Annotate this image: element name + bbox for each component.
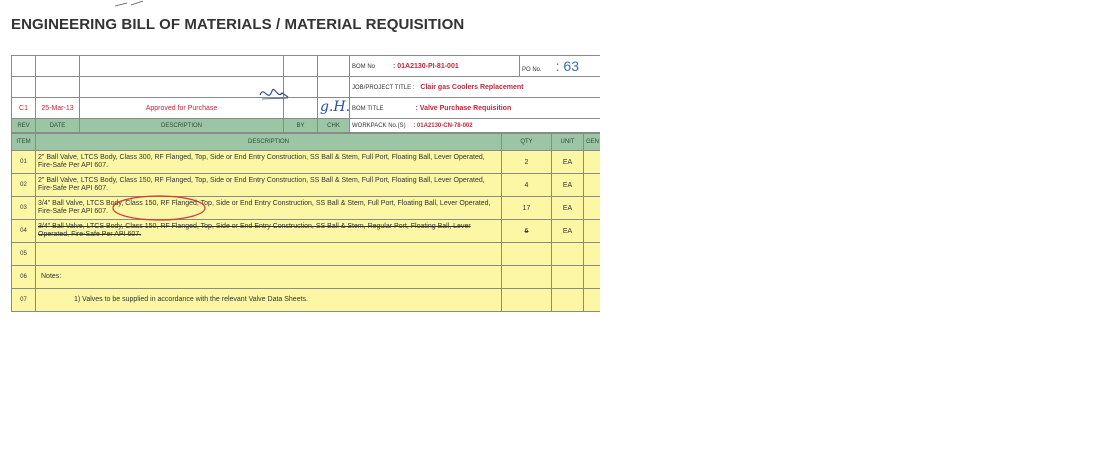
job-title-label: JOB/PROJECT TITLE : xyxy=(352,84,415,91)
item-unit: EA xyxy=(552,174,584,197)
rev-value: C1 xyxy=(12,98,36,119)
notes-heading: Notes: xyxy=(36,266,502,289)
gen-col-header: GEN xyxy=(584,134,601,151)
item-unit xyxy=(552,243,584,266)
items-table xyxy=(11,133,600,312)
bom-title-cell xyxy=(350,98,601,119)
table-row xyxy=(12,266,601,289)
item-qty: 6 xyxy=(502,220,552,243)
signature-initials: g.H. xyxy=(320,99,351,115)
item-number: 02 xyxy=(12,174,36,197)
po-no-label: PO No. xyxy=(522,67,542,73)
rev-date-value: 25-Mar-13 xyxy=(36,98,80,119)
item-col-header: ITEM xyxy=(12,134,36,151)
bom-no-value: : 01A2130-PI-81-001 xyxy=(392,62,459,70)
item-description: 2" Ball Valve, LTCS Body, Class 300, RF Flanged, Top, Side or End Entry Construction, SS Ball & Stem, Full Port, Floating Ball, Lever Operated, Fire-Safe Per API 607. xyxy=(36,151,502,174)
rev-description-value: Approved for Purchase xyxy=(80,98,284,119)
item-unit: EA xyxy=(552,197,584,220)
rev-label: REV xyxy=(12,119,36,133)
job-title-cell xyxy=(350,77,601,98)
po-no-value: : 63 xyxy=(555,58,579,74)
item-qty xyxy=(502,289,552,312)
item-number: 03 xyxy=(12,197,36,220)
item-number: 07 xyxy=(12,289,36,312)
table-row xyxy=(12,243,601,266)
bom-title-label: BOM TITLE xyxy=(352,105,384,112)
top-scribble-mark xyxy=(113,0,153,8)
description-col-header: DESCRIPTION xyxy=(36,134,502,151)
workpack-label: WORKPACK No.(S) xyxy=(352,122,406,129)
table-row xyxy=(12,174,601,197)
item-unit xyxy=(552,266,584,289)
table-row xyxy=(12,151,601,174)
item-unit xyxy=(552,289,584,312)
chk-label: CHK xyxy=(318,119,350,133)
item-qty xyxy=(502,266,552,289)
item-qty: 2 xyxy=(502,151,552,174)
item-description: 3/4" Ball Valve, LTCS Body, Class 150, RF Flanged, Top, Side or End Entry Construction, SS Ball & Stem, Full Port, Floating Ball, Lever Operated, Fire-Safe Per API 607. xyxy=(36,197,502,220)
item-unit: EA xyxy=(552,220,584,243)
item-description xyxy=(36,243,502,266)
bom-no-label: BOM No xyxy=(352,63,376,70)
bom-no-cell xyxy=(350,56,520,77)
by-label: BY xyxy=(284,119,318,133)
description-label: DESCRIPTION xyxy=(80,119,284,133)
item-number: 05 xyxy=(12,243,36,266)
unit-col-header: UNIT xyxy=(552,134,584,151)
item-description: 2" Ball Valve, LTCS Body, Class 150, RF Flanged, Top, Side or End Entry Construction, SS Ball & Stem, Full Port, Floating Ball, Lever Operated, Fire-Safe Per API 607. xyxy=(36,174,502,197)
bom-sheet xyxy=(0,0,600,326)
item-number: 06 xyxy=(12,266,36,289)
item-qty: 17 xyxy=(502,197,552,220)
date-label: DATE xyxy=(36,119,80,133)
workpack-value: : 01A2130-CN-78-002 xyxy=(413,122,473,129)
item-qty xyxy=(502,243,552,266)
workpack-cell xyxy=(350,119,601,133)
item-unit: EA xyxy=(552,151,584,174)
item-number: 04 xyxy=(12,220,36,243)
table-row xyxy=(12,197,601,220)
job-title-value: Clair gas Coolers Replacement xyxy=(420,83,524,91)
table-row xyxy=(12,289,601,312)
item-qty: 4 xyxy=(502,174,552,197)
handwritten-signature xyxy=(258,83,348,105)
item-description-struck: 3/4" Ball Valve, LTCS Body, Class 150, RF Flanged, Top, Side or End Entry Construction, SS Ball & Stem, Regular Port, Floating Ball, Lever Operated, Fire-Safe Per API 607. xyxy=(36,220,502,243)
note-text: 1) Valves to be supplied in accordance with the relevant Valve Data Sheets. xyxy=(36,289,502,312)
qty-col-header: QTY xyxy=(502,134,552,151)
table-row xyxy=(12,220,601,243)
red-circle-annotation xyxy=(111,194,207,222)
item-number: 01 xyxy=(12,151,36,174)
document-title: ENGINEERING BILL OF MATERIALS / MATERIAL REQUISITION xyxy=(11,16,465,33)
bom-title-value: : Valve Purchase Requisition xyxy=(415,104,512,112)
po-no-cell xyxy=(520,56,601,77)
